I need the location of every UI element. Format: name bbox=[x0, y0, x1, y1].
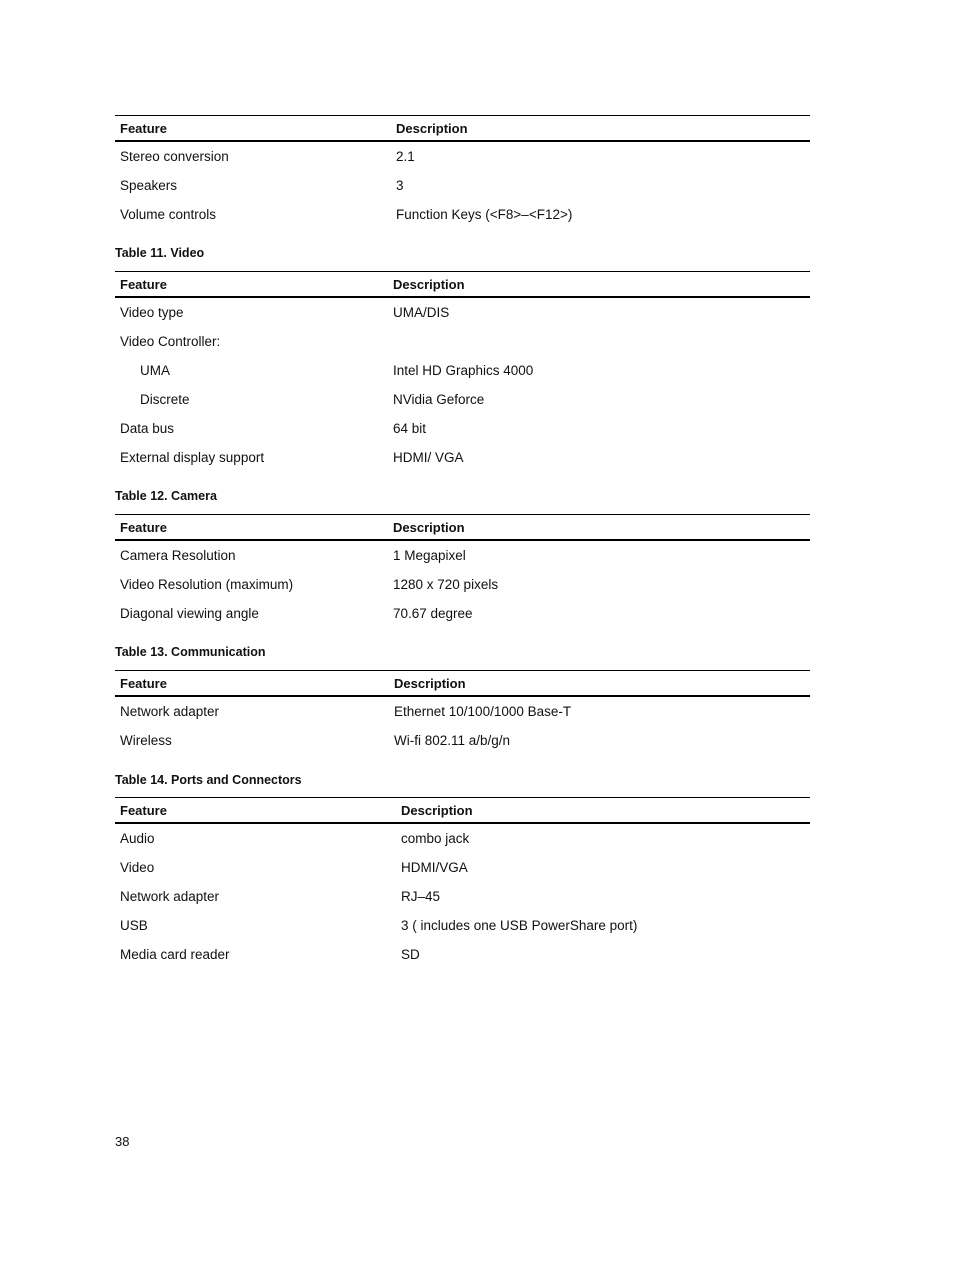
feature-cell: External display support bbox=[120, 450, 265, 465]
table-row bbox=[115, 599, 810, 628]
table-row bbox=[115, 726, 810, 755]
table-caption-video: Table 11. Video bbox=[115, 246, 205, 260]
camera-table bbox=[115, 514, 810, 628]
table-row bbox=[115, 171, 810, 200]
description-cell: 1280 x 720 pixels bbox=[393, 577, 499, 592]
description-cell: Function Keys (<F8>–<F12>) bbox=[396, 207, 573, 222]
table-row bbox=[115, 570, 810, 599]
description-cell: HDMI/ VGA bbox=[393, 450, 464, 465]
description-cell: Ethernet 10/100/1000 Base-T bbox=[394, 704, 572, 719]
table-header-row bbox=[115, 798, 810, 824]
feature-cell: Audio bbox=[120, 831, 155, 846]
feature-cell: Video type bbox=[120, 305, 184, 320]
table-row bbox=[115, 297, 810, 327]
table-row bbox=[115, 853, 810, 882]
feature-cell: Wireless bbox=[120, 733, 172, 748]
feature-cell: Volume controls bbox=[120, 207, 217, 222]
feature-cell: Speakers bbox=[120, 178, 178, 193]
header-description: Description bbox=[388, 272, 810, 298]
table-caption-communication: Table 13. Communication bbox=[115, 645, 266, 659]
table-row bbox=[115, 414, 810, 443]
description-cell: UMA/DIS bbox=[393, 305, 450, 320]
feature-cell: Video Controller: bbox=[120, 334, 221, 349]
feature-cell: Stereo conversion bbox=[120, 149, 229, 164]
table-row bbox=[115, 385, 810, 414]
header-description: Description bbox=[396, 798, 810, 824]
table-row bbox=[115, 327, 810, 356]
feature-cell: Network adapter bbox=[120, 704, 220, 719]
audio-table bbox=[115, 115, 810, 229]
header-description: Description bbox=[389, 671, 810, 697]
description-cell bbox=[388, 327, 810, 356]
description-cell: 3 ( includes one USB PowerShare port) bbox=[401, 918, 638, 933]
description-cell: Wi-fi 802.11 a/b/g/n bbox=[394, 733, 511, 748]
feature-cell: Camera Resolution bbox=[120, 548, 236, 563]
header-feature: Feature bbox=[115, 798, 396, 824]
table-row bbox=[115, 540, 810, 570]
description-cell: combo jack bbox=[401, 831, 470, 846]
feature-cell: Video bbox=[120, 860, 155, 875]
table-row bbox=[115, 823, 810, 853]
table-row bbox=[115, 911, 810, 940]
table-row bbox=[115, 356, 810, 385]
communication-table bbox=[115, 670, 810, 755]
feature-cell: Data bus bbox=[120, 421, 175, 436]
ports-table bbox=[115, 797, 810, 969]
feature-cell: Diagonal viewing angle bbox=[120, 606, 259, 621]
table-header-row bbox=[115, 515, 810, 541]
table-header-row bbox=[115, 116, 810, 142]
page-number: 38 bbox=[115, 1134, 130, 1149]
feature-cell: Media card reader bbox=[120, 947, 230, 962]
table-row bbox=[115, 141, 810, 171]
feature-cell: Network adapter bbox=[120, 889, 220, 904]
table-row bbox=[115, 200, 810, 229]
table-row bbox=[115, 696, 810, 726]
table-caption-ports: Table 14. Ports and Connectors bbox=[115, 773, 302, 787]
feature-cell: Video Resolution (maximum) bbox=[120, 577, 294, 592]
header-description: Description bbox=[388, 515, 810, 541]
header-feature: Feature bbox=[115, 515, 388, 541]
header-description: Description bbox=[391, 116, 810, 142]
description-cell: SD bbox=[401, 947, 420, 962]
description-cell: 70.67 degree bbox=[393, 606, 473, 621]
feature-cell: Discrete bbox=[140, 392, 190, 407]
description-cell: RJ–45 bbox=[401, 889, 441, 904]
feature-cell: USB bbox=[120, 918, 148, 933]
description-cell: 2.1 bbox=[396, 149, 415, 164]
description-cell: 1 Megapixel bbox=[393, 548, 466, 563]
table-row bbox=[115, 882, 810, 911]
description-cell: Intel HD Graphics 4000 bbox=[393, 363, 534, 378]
description-cell: 64 bit bbox=[393, 421, 427, 436]
video-table bbox=[115, 271, 810, 472]
table-row bbox=[115, 443, 810, 472]
header-feature: Feature bbox=[115, 116, 391, 142]
table-caption-camera: Table 12. Camera bbox=[115, 489, 217, 503]
table-row bbox=[115, 940, 810, 969]
header-feature: Feature bbox=[115, 671, 389, 697]
table-header-row bbox=[115, 272, 810, 298]
feature-cell: UMA bbox=[140, 363, 170, 378]
description-cell: 3 bbox=[396, 178, 404, 193]
header-feature: Feature bbox=[115, 272, 388, 298]
description-cell: NVidia Geforce bbox=[393, 392, 485, 407]
table-header-row bbox=[115, 671, 810, 697]
description-cell: HDMI/VGA bbox=[401, 860, 468, 875]
